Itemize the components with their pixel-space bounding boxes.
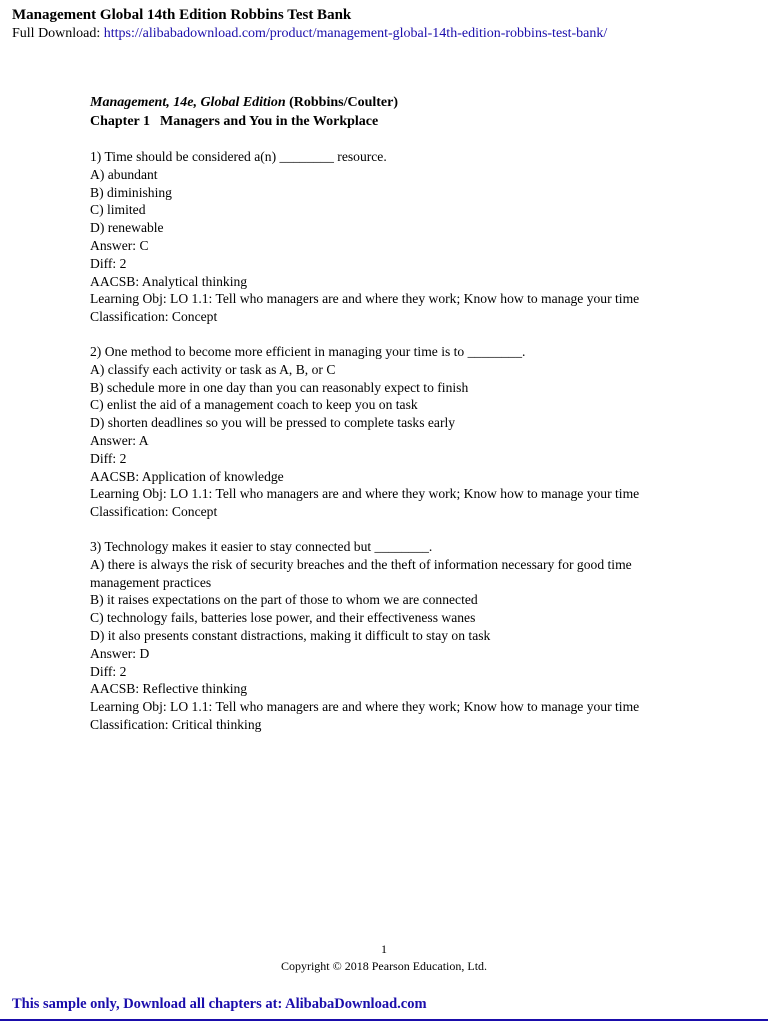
aacsb: AACSB: Application of knowledge: [90, 468, 284, 484]
chapter-title: Managers and You in the Workplace: [160, 114, 379, 129]
question-stem: 1) Time should be considered a(n) ________ resource.: [90, 149, 387, 164]
difficulty: Diff: 2: [90, 255, 127, 271]
banner-divider: [0, 1019, 768, 1021]
option-b: B) schedule more in one day than you can reasonably expect to finish: [90, 379, 469, 395]
chapter-number: Chapter 1: [90, 114, 151, 129]
download-line: [12, 24, 752, 44]
option-d: D) renewable: [90, 220, 164, 236]
question-stem: 3) Technology makes it easier to stay connected but ________.: [90, 538, 433, 554]
classification: Classification: Critical thinking: [90, 716, 262, 732]
learning-objective: Learning Obj: LO 1.1: Tell who managers are and where they work; Know how to manage your time: [90, 486, 640, 502]
book-line: [90, 93, 690, 112]
question-1: [90, 148, 690, 326]
classification: Classification: Concept: [90, 309, 218, 325]
page-number: 1: [381, 942, 387, 956]
option-a: A) classify each activity or task as A, B, or C: [90, 361, 336, 377]
aacsb: AACSB: Reflective thinking: [90, 681, 248, 697]
option-c: C) enlist the aid of a management coach to keep you on task: [90, 397, 418, 413]
download-link[interactable]: https://alibabadownload.com/product/management-global-14th-edition-robbins-test-bank/: [103, 26, 608, 41]
option-c: C) limited: [90, 202, 146, 218]
answer: Answer: D: [90, 645, 150, 661]
option-d: D) it also presents constant distractions, making it difficult to stay on task: [90, 627, 491, 643]
option-c: C) technology fails, batteries lose power, and their effectiveness wanes: [90, 610, 476, 626]
copyright: Copyright © 2018 Pearson Education, Ltd.: [280, 959, 488, 973]
option-a: A) abundant: [90, 166, 158, 182]
download-label: Full Download:: [12, 26, 104, 41]
document-title: Management Global 14th Edition Robbins Test Bank: [12, 7, 352, 23]
document-header: [12, 6, 752, 44]
option-d: D) shorten deadlines so you will be pressed to complete tasks early: [90, 415, 456, 431]
test-bank-content: [90, 93, 690, 751]
answer: Answer: A: [90, 432, 149, 448]
option-a: A) there is always the risk of security breaches and the theft of information necessary for good time management practices: [90, 556, 632, 590]
difficulty: Diff: 2: [90, 663, 127, 679]
answer: Answer: C: [90, 237, 149, 253]
classification: Classification: Concept: [90, 504, 218, 520]
question-2: [90, 343, 690, 521]
option-b: B) diminishing: [90, 184, 172, 200]
learning-objective: Learning Obj: LO 1.1: Tell who managers are and where they work; Know how to manage your time: [90, 291, 640, 307]
page-footer: [0, 941, 768, 975]
option-b: B) it raises expectations on the part of those to whom we are connected: [90, 592, 478, 608]
aacsb: AACSB: Analytical thinking: [90, 273, 248, 289]
chapter-heading: [90, 112, 690, 131]
book-title: Management, 14e, Global Edition: [90, 95, 286, 110]
difficulty: Diff: 2: [90, 450, 127, 466]
question-stem: 2) One method to become more efficient in managing your time is to ________.: [90, 343, 526, 359]
book-authors: (Robbins/Coulter): [285, 95, 399, 110]
learning-objective: Learning Obj: LO 1.1: Tell who managers are and where they work; Know how to manage your time: [90, 699, 640, 715]
download-banner[interactable]: This sample only, Download all chapters at: AlibabaDownload.com: [12, 996, 427, 1012]
question-3: [90, 538, 690, 734]
